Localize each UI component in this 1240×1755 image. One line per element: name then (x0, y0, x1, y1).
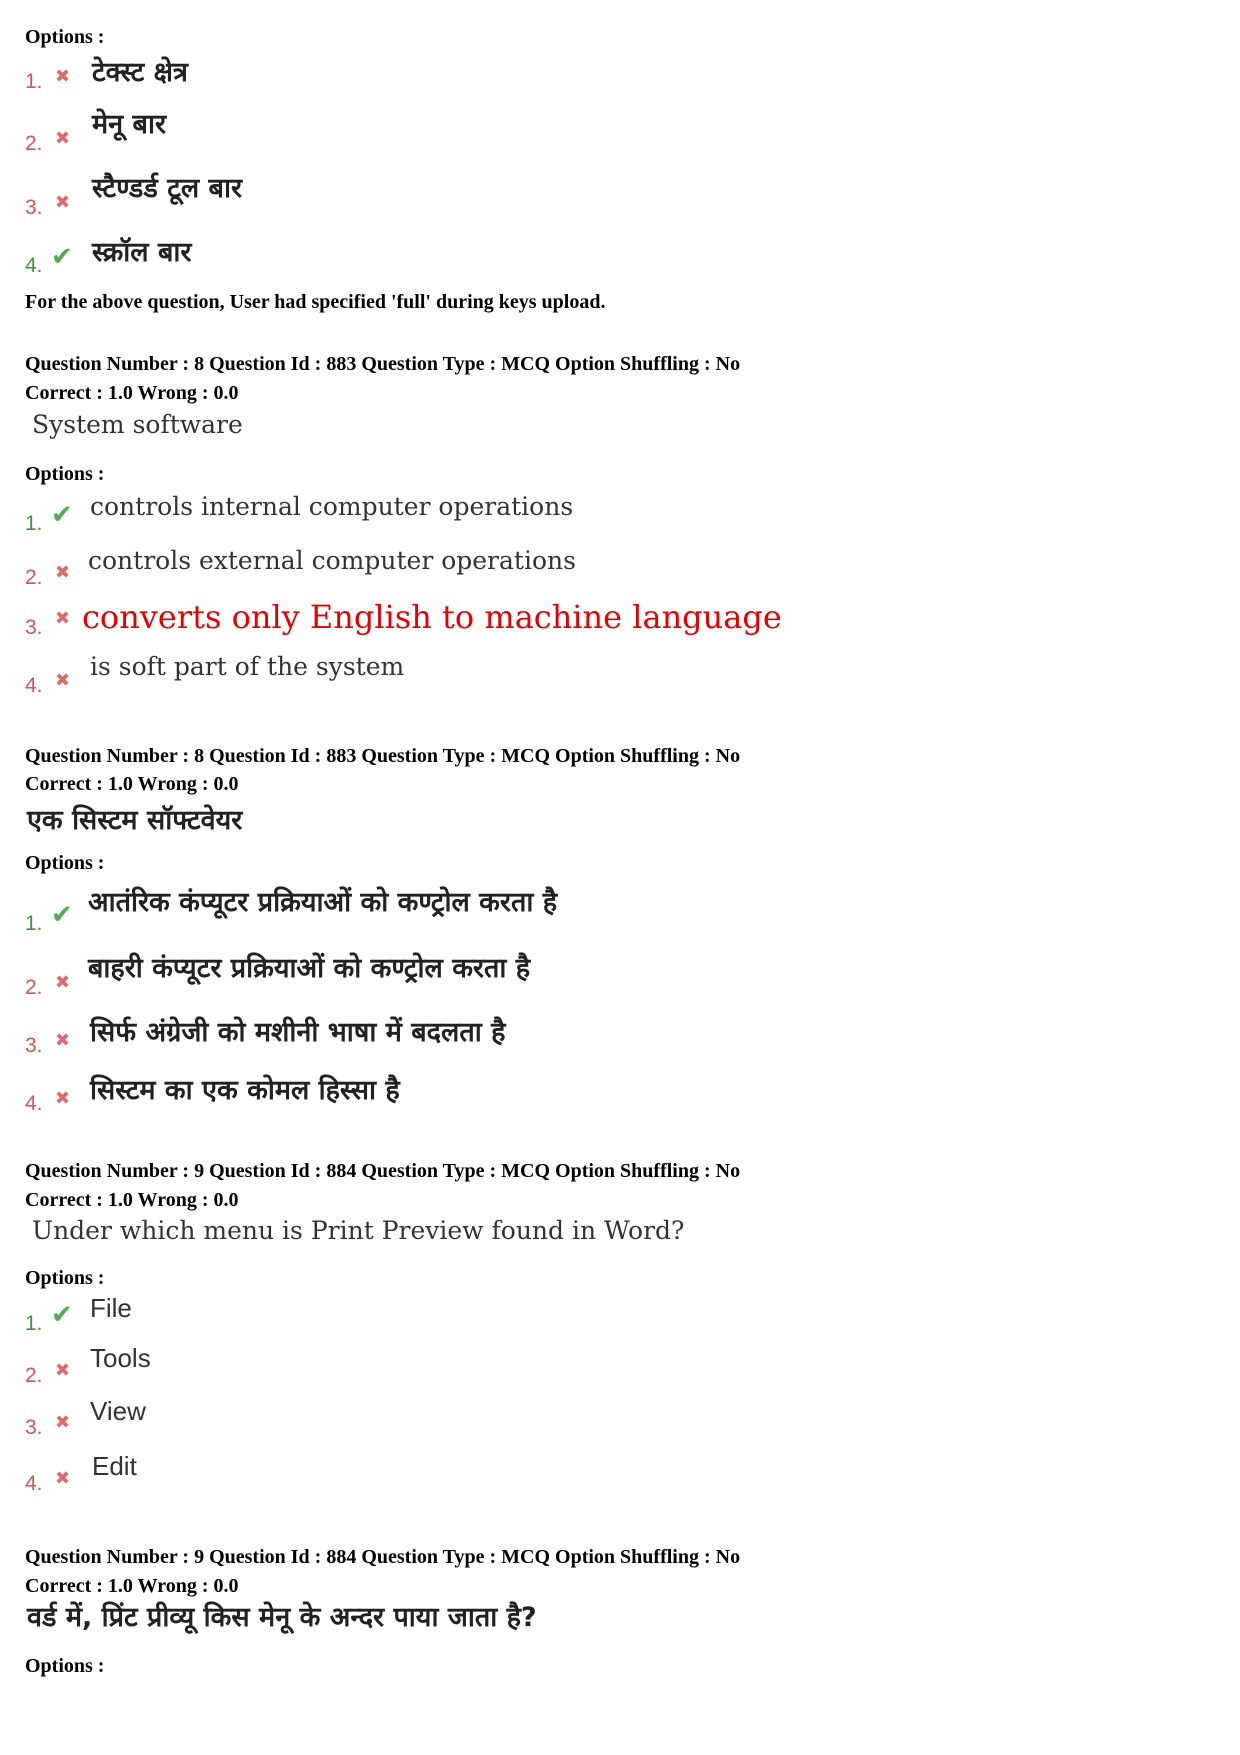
option-text: Tools (90, 1343, 151, 1373)
option-text: स्टैण्डर्ड टूल बार (92, 173, 242, 204)
keys-note: For the above question, User had specified 'full' during keys upload. (25, 291, 606, 313)
option-text: टेक्स्ट क्षेत्र (92, 57, 188, 88)
option-text: File (90, 1293, 132, 1323)
check-icon: ✔ (51, 500, 73, 530)
cross-icon: ✖ (55, 128, 71, 149)
question-meta: Question Number : 9 Question Id : 884 Question Type : MCQ Option Shuffling : No (25, 1546, 741, 1568)
cross-icon: ✖ (55, 1360, 71, 1381)
option-text: सिस्टम का एक कोमल हिस्सा है (90, 1075, 400, 1106)
option-text: मेनू बार (92, 109, 166, 140)
option-number: 3. (25, 616, 43, 639)
option-text: converts only English to machine language (82, 598, 782, 636)
check-icon: ✔ (51, 1300, 73, 1330)
cross-icon: ✖ (55, 670, 71, 691)
cross-icon: ✖ (55, 66, 71, 87)
cross-icon: ✖ (55, 562, 71, 583)
option-number: 1. (25, 512, 43, 535)
option-number: 2. (25, 566, 43, 589)
cross-icon: ✖ (55, 192, 71, 213)
option-number: 4. (25, 1472, 43, 1495)
question-text: Under which menu is Print Preview found in Word? (32, 1216, 685, 1245)
question-meta: Question Number : 8 Question Id : 883 Question Type : MCQ Option Shuffling : No (25, 353, 741, 375)
option-text: आतंरिक कंप्यूटर प्रक्रियाओं को कण्ट्रोल करता है (88, 887, 558, 918)
option-number: 1. (25, 70, 43, 93)
option-number: 4. (25, 1092, 43, 1115)
option-text: is soft part of the system (90, 652, 405, 681)
option-text: स्क्रॉल बार (92, 237, 192, 268)
question-text: एक सिस्टम सॉफ्टवेयर (27, 805, 243, 836)
option-text: Edit (92, 1451, 137, 1481)
question-text: वर्ड में, प्रिंट प्रीव्यू किस मेनू के अन्दर पाया जाता है? (27, 1602, 537, 1633)
option-text: controls external computer operations (88, 546, 576, 575)
cross-icon: ✖ (55, 1088, 71, 1109)
option-text: बाहरी कंप्यूटर प्रक्रियाओं को कण्ट्रोल करता है (88, 953, 531, 984)
option-number: 1. (25, 912, 43, 935)
option-number: 3. (25, 196, 43, 219)
question-score: Correct : 1.0 Wrong : 0.0 (25, 382, 239, 404)
options-label: Options : (25, 26, 105, 48)
option-number: 3. (25, 1416, 43, 1439)
option-number: 2. (25, 132, 43, 155)
question-score: Correct : 1.0 Wrong : 0.0 (25, 1189, 239, 1211)
option-text: View (90, 1396, 146, 1426)
cross-icon: ✖ (55, 972, 71, 993)
option-number: 4. (25, 254, 43, 277)
question-text: System software (32, 410, 243, 439)
option-number: 4. (25, 674, 43, 697)
option-text: controls internal computer operations (90, 492, 574, 521)
option-number: 2. (25, 976, 43, 999)
question-meta: Question Number : 8 Question Id : 883 Question Type : MCQ Option Shuffling : No (25, 745, 741, 767)
cross-icon: ✖ (55, 1468, 71, 1489)
question-score: Correct : 1.0 Wrong : 0.0 (25, 773, 239, 795)
options-label: Options : (25, 1655, 105, 1677)
check-icon: ✔ (51, 900, 73, 930)
question-meta: Question Number : 9 Question Id : 884 Question Type : MCQ Option Shuffling : No (25, 1160, 741, 1182)
option-text: सिर्फ अंग्रेजी को मशीनी भाषा में बदलता है (90, 1017, 506, 1048)
check-icon: ✔ (51, 242, 73, 272)
cross-icon: ✖ (55, 1412, 71, 1433)
question-score: Correct : 1.0 Wrong : 0.0 (25, 1575, 239, 1597)
options-label: Options : (25, 463, 105, 485)
option-number: 2. (25, 1364, 43, 1387)
options-label: Options : (25, 852, 105, 874)
cross-icon: ✖ (55, 1030, 71, 1051)
option-number: 1. (25, 1312, 43, 1335)
option-number: 3. (25, 1034, 43, 1057)
cross-icon: ✖ (55, 608, 71, 629)
options-label: Options : (25, 1267, 105, 1289)
